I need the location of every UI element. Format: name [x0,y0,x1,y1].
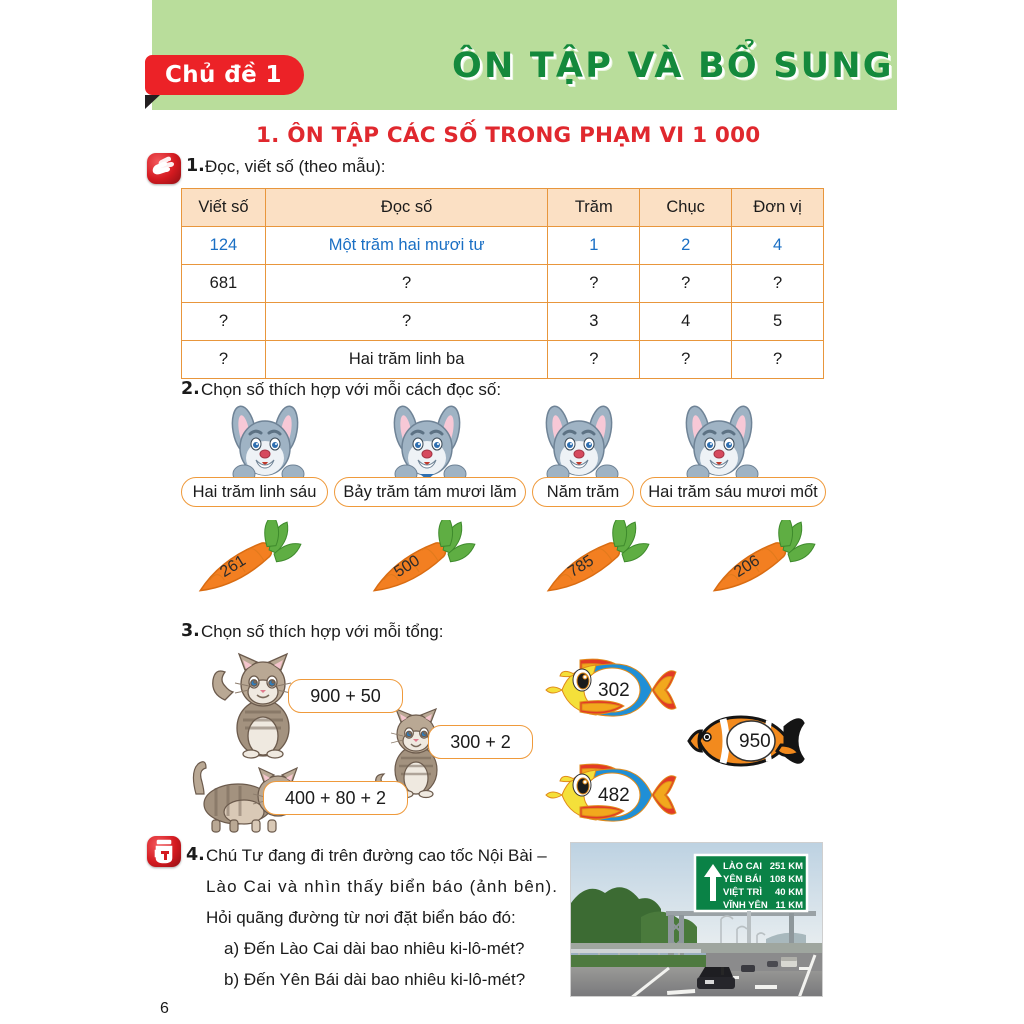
cell-read: Hai trăm linh ba [265,341,547,379]
cell-read: Một trăm hai mươi tư [265,227,547,265]
page-number: 6 [160,1000,169,1017]
sign-distance-2: 108 KM [769,874,803,885]
exercise-2-number: 2. [181,379,200,399]
carrot-number: 785 [565,552,597,581]
carrot-number: 261 [217,552,249,581]
rabbit-label-4[interactable]: Hai trăm sáu mươi mốt [640,477,826,507]
table-row [182,341,824,379]
cell-tens: 4 [640,303,732,341]
rabbit-label-3[interactable]: Năm trăm [532,477,634,507]
table-row [182,265,824,303]
rabbit-label-1[interactable]: Hai trăm linh sáu [181,477,328,507]
exercise-1-prompt: Đọc, viết số (theo mẫu): [205,157,386,176]
exercise-3-prompt: Chọn số thích hợp với mỗi tổng: [201,622,444,641]
header-tens: Chục [640,189,732,227]
carrot-illustration[interactable] [186,520,306,603]
header-read: Đọc số [265,189,547,227]
cell-hundreds[interactable]: ? [548,265,640,303]
cell-read[interactable]: ? [265,303,547,341]
cell-write[interactable]: ? [182,341,266,379]
cell-tens[interactable]: ? [640,341,732,379]
fish-illustration[interactable] [540,755,680,840]
carrot-number: 206 [731,552,763,581]
exercise-1-number: 1. [186,156,205,176]
cell-tens: 2 [640,227,732,265]
sum-pill-3[interactable]: 400 + 80 + 2 [263,781,408,815]
carrot-illustration[interactable] [360,520,480,603]
fish-number: 950 [739,731,771,752]
header-hundreds: Trăm [548,189,640,227]
two-hands-icon [147,153,181,184]
sum-pill-1[interactable]: 900 + 50 [288,679,403,713]
sign-distance-3: 40 KM [775,887,803,898]
fish-number: 482 [598,785,630,806]
sign-place-4: VĨNH YÊN [723,900,768,911]
table-header-row [182,189,824,227]
exercise-2-prompt: Chọn số thích hợp với mỗi cách đọc số: [201,380,502,399]
sign-distance-4: 11 KM [775,900,803,911]
cell-units[interactable]: ? [732,341,824,379]
clownfish-illustration[interactable] [685,705,805,782]
exercise-4-question-a: a) Đến Lào Cai dài bao nhiêu ki-lô-mét? [224,939,525,958]
header-units: Đơn vị [732,189,824,227]
exercise-4-line-1: Chú Tư đang đi trên đường cao tốc Nội Bài – [206,846,547,865]
exercise-3-number: 3. [181,621,200,641]
exercise-4-question-b: b) Đến Yên Bái dài bao nhiêu ki-lô-mét? [224,970,526,989]
cell-units: 5 [732,303,824,341]
carrot-illustration[interactable] [700,520,820,603]
sum-pill-2[interactable]: 300 + 2 [428,725,533,759]
carrot-illustration[interactable] [534,520,654,603]
highway-sign-photo [570,842,823,997]
table-row [182,303,824,341]
sign-distance-1: 251 KM [769,861,803,872]
exercise-4-line-3: Hỏi quãng đường từ nơi đặt biển báo đó: [206,908,516,927]
section-title: 1. ÔN TẬP CÁC SỐ TRONG PHẠM VI 1 000 [256,123,761,148]
cell-write: 124 [182,227,266,265]
fish-number: 302 [598,680,630,701]
rabbit-label-2[interactable]: Bảy trăm tám mươi lăm [334,477,526,507]
cell-read[interactable]: ? [265,265,547,303]
sign-place-1: LÀO CAI [723,861,763,872]
cell-hundreds: 3 [548,303,640,341]
cell-write: 681 [182,265,266,303]
fist-icon [147,836,181,867]
fish-illustration[interactable] [540,650,680,735]
exercise-4-line-2: Lào Cai và nhìn thấy biển báo (ảnh bên). [206,877,559,896]
cell-hundreds: 1 [548,227,640,265]
chapter-badge: Chủ đề 1 [145,55,304,95]
cell-units[interactable]: ? [732,265,824,303]
cell-tens[interactable]: ? [640,265,732,303]
carrot-number: 500 [391,552,423,581]
table-row [182,227,824,265]
cell-write[interactable]: ? [182,303,266,341]
banner-title: ÔN TẬP VÀ BỔ SUNG [452,46,894,86]
number-table [181,188,824,379]
sign-place-2: YÊN BÁI [723,874,762,885]
exercise-4-number: 4. [186,845,205,865]
cell-hundreds[interactable]: ? [548,341,640,379]
header-write: Viết số [182,189,266,227]
sign-place-3: VIỆT TRÌ [723,887,763,898]
cell-units: 4 [732,227,824,265]
